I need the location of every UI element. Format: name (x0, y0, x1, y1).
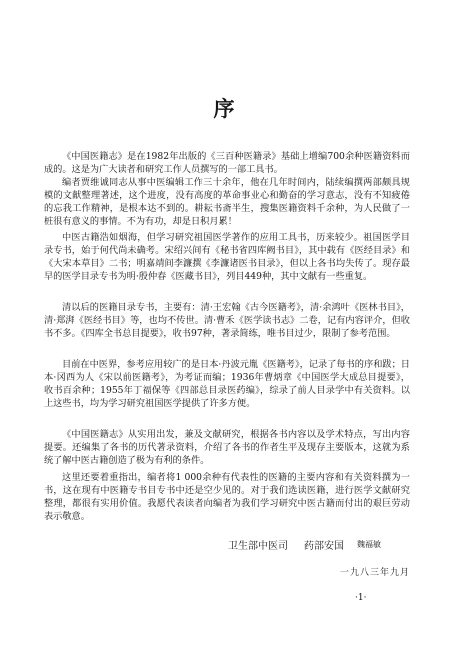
paragraph-5: 目前在中医界，参考应用较广的是日本·丹波元胤《医籍考》，记录了每书的序和跋；日本·冈西为人《宋以前医籍考》，为考证而编；1936年曹炳章《中国医学大成总目提要》，收书百余种；1955年丁福保等《四部总目录医药编》，综录了前人目录学中有关资料。以上这些书，均为学习研究祖国医学提供了许多方便。 (44, 359, 410, 409)
preface-title: 序 (213, 96, 237, 121)
paragraph-1: 《中国医籍志》是在1982年出版的《三百种医籍录》基础上增编700余种医籍资料而成的。这是为广大读者和研究工作人员撰写的一部工具书。 (44, 151, 410, 175)
page-number: ·1· (355, 593, 367, 603)
paragraph-2: 编者贾维诚同志从事中医编辑工作三十余年，他在几年时间内，陆续编撰两部颇具规模的文献整理著述，这个进度，没有高度的革命事业心和勤奋的学习意志，没有不知疲倦的忘我工作精神，是根本达不到的。耕耘书斋半生，搜集医籍资料千余种，为人民做了一桩很有意义的事情。不为有功，却是日积月累！ (44, 177, 410, 227)
paragraph-7: 这里还要着重指出，编者将1 000余种有代表性的医籍的主要内容和有关资料撰为一书，这在现有中医籍专书目专书中还是空少见的。对于我们选读医籍，进行医学文献研究整理，都很有实用价值。我愿代表读者向编者为我们学习研究中医古籍而付出的艰巨劳动表示敬意。 (44, 472, 410, 522)
preface-date: 一九八三年九月 (340, 568, 411, 578)
paragraph-3: 中医古籍浩如烟海，但学习研究祖国医学著作的应用工具书，历来较少。祖国医学目录专书，始于何代尚未确考。宋绍兴间有《秘书省四库阙书目》，其中载有《医经目录》和《大宋本草目》二书；明嘉靖间李濂撰《李濂诸医书目录》，但以上各书均失传了。现存最早的医学目录专书为明·殷仲春《医藏书目》，列目449种，其中文献有一些重复。 (44, 232, 410, 282)
signature-name: 魏福敏 (357, 540, 381, 549)
signature-bureau: 药部安国 (304, 541, 344, 552)
paragraph-4: 清以后的医籍目录专书，主要有：清·王宏翰《古今医籍考》，清·余鸿叶《医林书目》，清·郑湃《医经书目》等，也均不传世。清·曹禾《医学读书志》二卷，记有内容评介，但收书不多。《四库全书总目提要》，收书97种，著录简练，唯书目过少，限制了参考范围。 (44, 302, 410, 339)
paragraph-6: 《中国医籍志》从实用出发，兼及文献研究，根据各书内容以及学术特点，写出内容提要。还编集了各书的历代著录资料，介绍了各书的作者生平及现存主要版本，这就为系统了解中医古籍创造了极为有利的条件。 (44, 429, 410, 466)
signature-organization: 卫生部中医司 (228, 541, 288, 552)
